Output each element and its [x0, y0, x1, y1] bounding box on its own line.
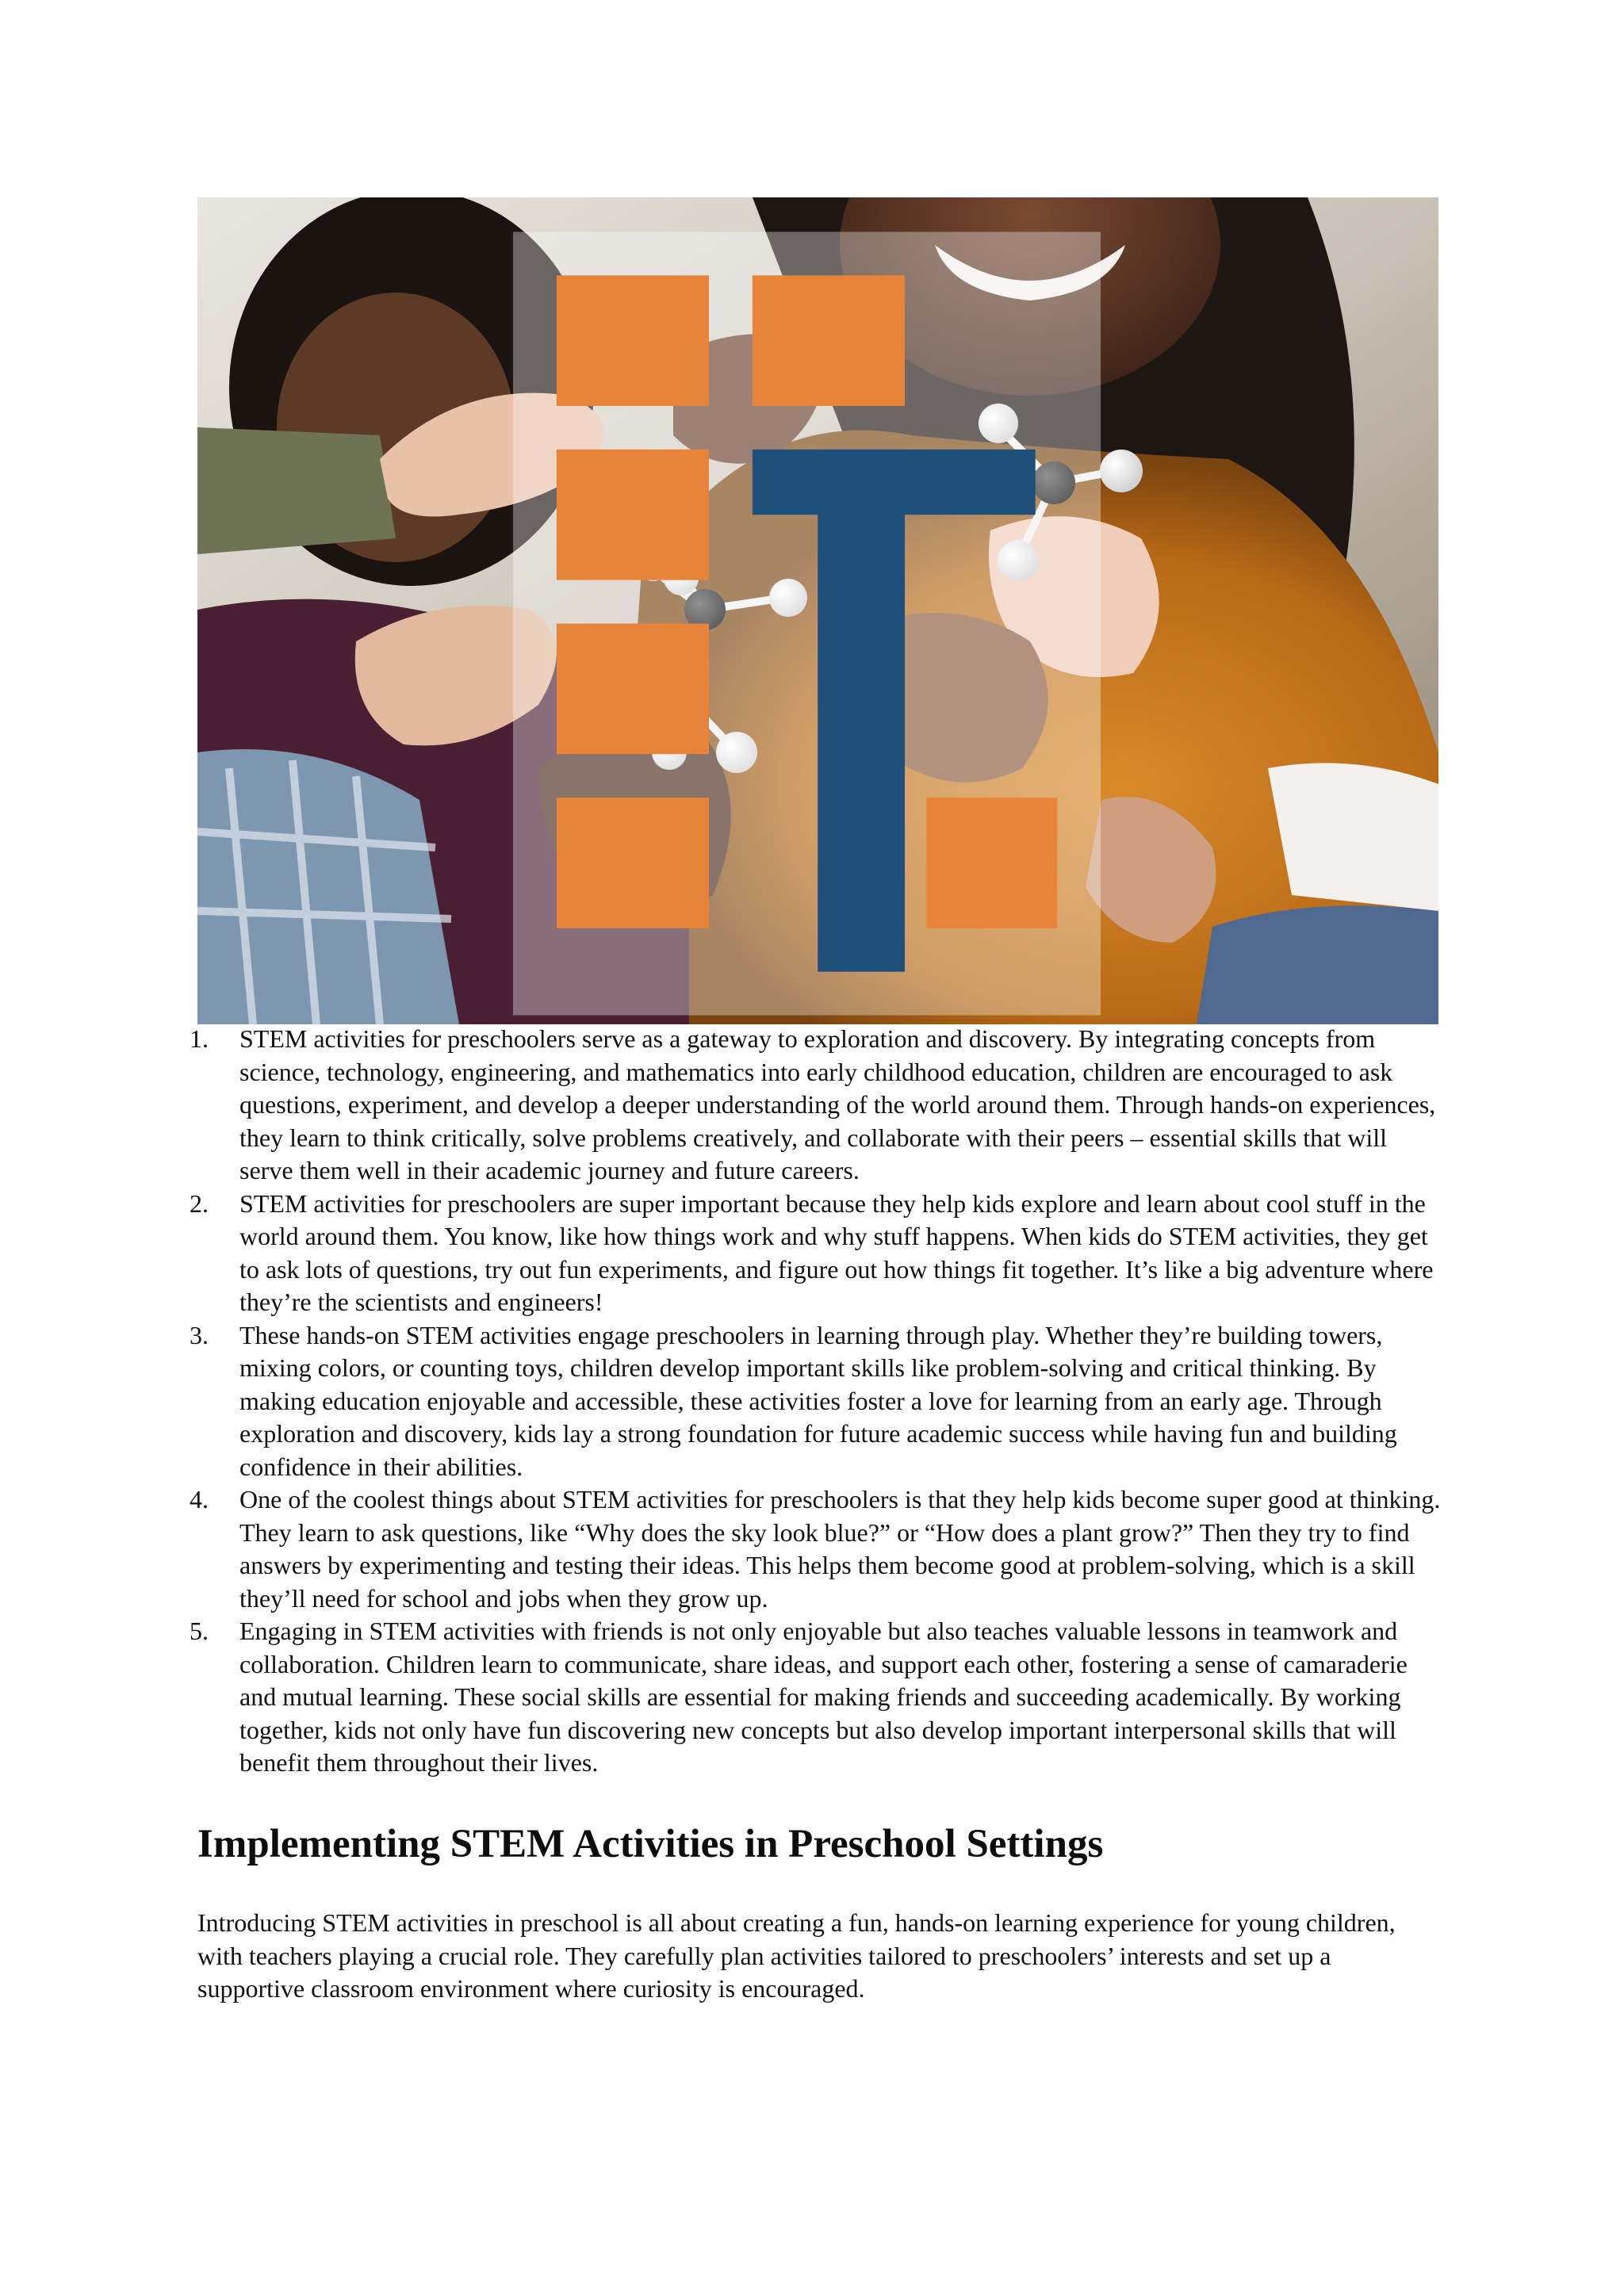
list-item	[190, 1188, 1446, 1319]
section-heading: Implementing STEM Activities in Preschool Settings	[197, 1822, 1104, 1866]
list-item-text: STEM activities for preschoolers serve as a gateway to exploration and discovery. By integrating concepts from science, technology, engineering, and mathematics into early childhood education, children are encouraged to ask questions, experiment, and develop a deeper understanding of the world around them. Through hands-on experiences, they learn to think critically, solve problems creatively, and collaborate with their peers – essential skills that will serve them well in their academic journey and future careers.	[239, 1024, 1436, 1184]
hero-photo	[197, 197, 1438, 1024]
list-item-text: STEM activities for preschoolers are super important because they help kids explore and learn about cool stuff in the world around them. You know, like how things work and why stuff happens. When kids do STEM activities, they get to ask lots of questions, try out fun experiments, and figure out how things fit together. It’s like a big adventure where they’re the scientists and engineers!	[239, 1188, 1434, 1316]
list-item	[190, 1615, 1446, 1780]
numbered-list	[190, 1023, 1446, 1780]
list-item-text: One of the coolest things about STEM activities for preschoolers is that they help kids become super good at thinking. They learn to ask questions, like “Why does the sky look blue?” or “How does a plant grow?” Then they try to find answers by experimenting and testing their ideas. This helps them become good at problem-solving, which is a skill they’ll need for school and jobs when they grow up.	[239, 1485, 1441, 1613]
section-paragraph: Introducing STEM activities in preschool is all about creating a fun, hands-on learning experience for young children, with teachers playing a crucial role. They carefully plan activities tailored to preschoolers’ interests and set up a supportive classroom environment where curiosity is encouraged.	[197, 1908, 1396, 2003]
list-number: 1.	[190, 1024, 209, 1053]
list-number: 3.	[190, 1320, 209, 1349]
list-item	[190, 1483, 1446, 1615]
list-number: 2.	[190, 1188, 209, 1218]
list-number: 4.	[190, 1485, 209, 1513]
brand-logo-icon	[197, 210, 1427, 1024]
list-number: 5.	[190, 1617, 209, 1645]
list-item-text: These hands-on STEM activities engage preschoolers in learning through play. Whether they’re building towers, mixing colors, or counting toys, children develop important skills like problem-solving and critical thinking. By making education enjoyable and accessible, these activities foster a love for learning from an early age. Through exploration and discovery, kids lay a strong foundation for future academic success while having fun and building confidence in their abilities.	[239, 1320, 1397, 1481]
list-item-text: Engaging in STEM activities with friends is not only enjoyable but also teaches valuable lessons in teamwork and collaboration. Children learn to communicate, share ideas, and support each other, fostering a sense of camaraderie and mutual learning. These social skills are essential for making friends and succeeding academically. By working together, kids not only have fun discovering new concepts but also develop important interpersonal skills that will benefit them throughout their lives.	[239, 1617, 1408, 1777]
list-item	[190, 1319, 1446, 1484]
list-item	[190, 1023, 1446, 1188]
